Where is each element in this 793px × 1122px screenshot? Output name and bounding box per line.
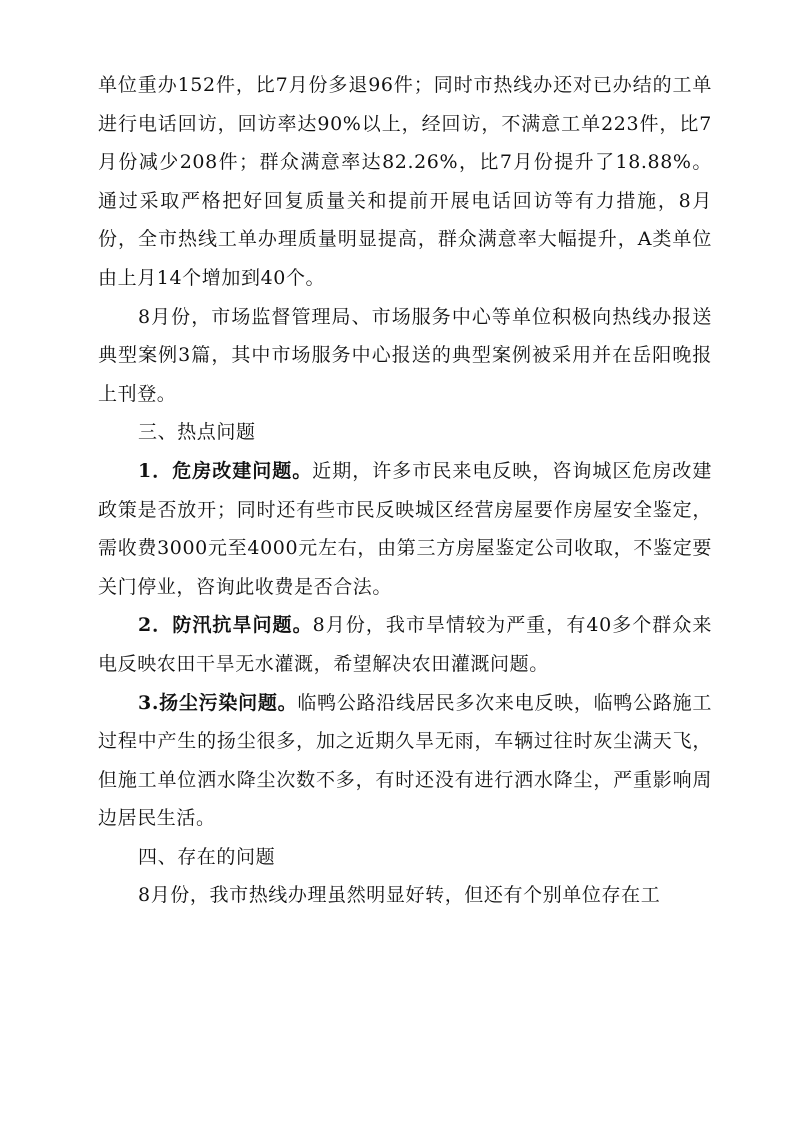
paragraph-typical-cases: 8月份，市场监督管理局、市场服务中心等单位积极向热线办报送典型案例3篇，其中市场服务中心报送的典型案例被采用并在岳阳晚报上刊登。 <box>98 305 712 405</box>
issue-dust-pollution <box>98 684 712 838</box>
document-body <box>98 66 712 915</box>
paragraph-work-order-statistics: 单位重办152件，比7月份多退96件；同时市热线办还对已办结的工单进行电话回访，回访率达90%以上，经回访，不满意工单223件，比7月份减少208件；群众满意率达82.26%，比7月份提升了18.88%。通过采取严格把好回复质量关和提前开展电话回访等有力措施，8月份，全市热线工单办理质量明显提高，群众满意率大幅提升，A类单位由上月14个增加到40个。 <box>98 74 712 289</box>
section-heading-hot-issues: 三、热点问题 <box>138 421 256 444</box>
issue-lead-flood-drought: 2．防汛抗旱问题。 <box>138 614 313 637</box>
issue-lead-dust-pollution: 3.扬尘污染问题。 <box>138 691 298 714</box>
issue-flood-drought <box>98 606 712 683</box>
section-heading-existing-problems: 四、存在的问题 <box>138 845 276 868</box>
issue-text-flood-drought: 8月份，我市旱情较为严重，有40多个群众来电反映农田干旱无水灌溉，希望解决农田灌溉问题。 <box>98 614 712 675</box>
issue-lead-dangerous-housing: 1．危房改建问题。 <box>138 459 313 482</box>
issue-text-dangerous-housing: 近期，许多市民来电反映，咨询城区危房改建政策是否放开；同时还有些市民反映城区经营房屋要作房屋安全鉴定，需收费3000元至4000元左右，由第三方房屋鉴定公司收取，不鉴定要关门停业，咨询此收费是否合法。 <box>98 459 712 598</box>
paragraph-existing-problems: 8月份，我市热线办理虽然明显好转，但还有个别单位存在工 <box>138 884 661 907</box>
issue-text-dust-pollution: 临鸭公路沿线居民多次来电反映，临鸭公路施工过程中产生的扬尘很多，加之近期久旱无雨，车辆过往时灰尘满天飞，但施工单位洒水降尘次数不多，有时还没有进行洒水降尘，严重影响周边居民生活。 <box>98 691 712 830</box>
issue-dangerous-housing <box>98 452 712 606</box>
